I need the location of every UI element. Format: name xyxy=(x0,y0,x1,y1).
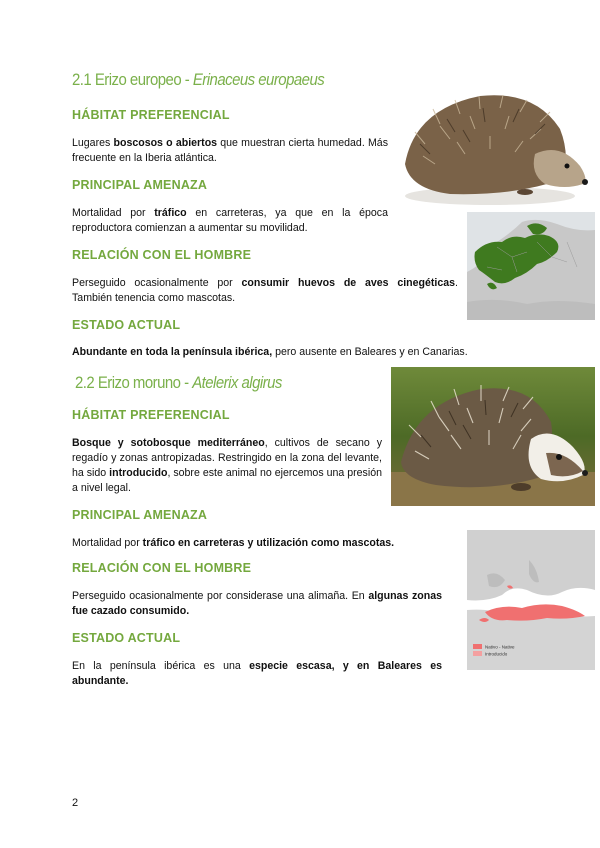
text-run: Lugares xyxy=(72,137,114,149)
text-run-bold: Abundante en toda la península ibérica, xyxy=(72,346,273,358)
text-run-bold: consumir huevos de aves cinegéticas xyxy=(241,277,456,289)
status-heading: ESTADO ACTUAL xyxy=(72,631,181,645)
legend-native-label: Nativo - Native xyxy=(485,644,515,650)
title-species: Erinaceus europaeus xyxy=(192,70,325,89)
threat-text xyxy=(72,206,388,236)
habitat-heading: HÁBITAT PREFERENCIAL xyxy=(72,408,230,422)
threat-text xyxy=(72,536,452,551)
relation-text xyxy=(72,276,458,306)
section-title-erizo-europeo xyxy=(72,70,324,90)
habitat-text xyxy=(72,436,382,496)
legend-introduced-label: Introducido xyxy=(485,651,508,657)
text-run: . También tenencia como mascotas. xyxy=(72,277,458,304)
habitat-heading: HÁBITAT PREFERENCIAL xyxy=(72,108,230,122)
title-species: Atelerix algirus xyxy=(192,373,282,392)
text-run-bold: algunas zonas fue cazado consumido. xyxy=(72,590,442,617)
text-run: Mortalidad por xyxy=(72,207,155,219)
legend-native-swatch xyxy=(473,644,482,649)
text-run: , sobre este animal no ejercemos una presión a nivel legal. xyxy=(72,467,382,494)
title-prefix: 2.1 Erizo europeo - xyxy=(72,70,193,89)
european-hedgehog-photo xyxy=(395,84,595,209)
text-run-bold: Bosque y sotobosque mediterráneo xyxy=(72,437,265,449)
habitat-text xyxy=(72,136,388,166)
page-number: 2 xyxy=(72,797,79,809)
text-run: que muestran cierta humedad. Más frecuente en la Iberia atlántica. xyxy=(72,137,388,164)
text-run: Perseguido ocasionalmente por considerase una alimaña. En xyxy=(72,590,369,602)
relation-heading: RELACIÓN CON EL HOMBRE xyxy=(72,248,252,262)
european-hedgehog-range-map xyxy=(467,212,595,320)
relation-text xyxy=(72,589,442,619)
text-run-bold: tráfico en carreteras y utilización como mascotas. xyxy=(142,537,395,549)
text-run: en carreteras, ya que en la época reproductora comienzan a aumentar su movilidad. xyxy=(72,207,388,234)
relation-heading: RELACIÓN CON EL HOMBRE xyxy=(72,561,252,575)
algerian-hedgehog-range-map xyxy=(467,530,595,670)
text-run-bold: boscosos o abiertos xyxy=(113,137,218,149)
title-prefix: 2.2 Erizo moruno - xyxy=(75,373,193,392)
threat-heading: PRINCIPAL AMENAZA xyxy=(72,508,208,522)
status-text xyxy=(72,659,442,689)
status-text xyxy=(72,345,542,360)
section-title-erizo-moruno xyxy=(75,373,282,393)
threat-heading: PRINCIPAL AMENAZA xyxy=(72,178,208,192)
text-run: En la península ibérica es una xyxy=(72,660,250,672)
text-run-bold: tráfico xyxy=(154,207,187,219)
text-run: Mortalidad por xyxy=(72,537,143,549)
status-heading: ESTADO ACTUAL xyxy=(72,318,181,332)
text-run-bold: introducido xyxy=(109,467,168,479)
text-run: pero ausente en Baleares y en Canarias. xyxy=(272,346,468,358)
legend-introduced-swatch xyxy=(473,651,482,656)
text-run: Perseguido ocasionalmente por xyxy=(72,277,242,289)
text-run: , cultivos de secano y regadío y zonas antropizadas. Restringido en la zona del levante, ha sido xyxy=(72,437,382,479)
algerian-hedgehog-photo xyxy=(391,367,595,506)
text-run-bold: especie escasa, y en Baleares es abundante. xyxy=(72,660,442,687)
